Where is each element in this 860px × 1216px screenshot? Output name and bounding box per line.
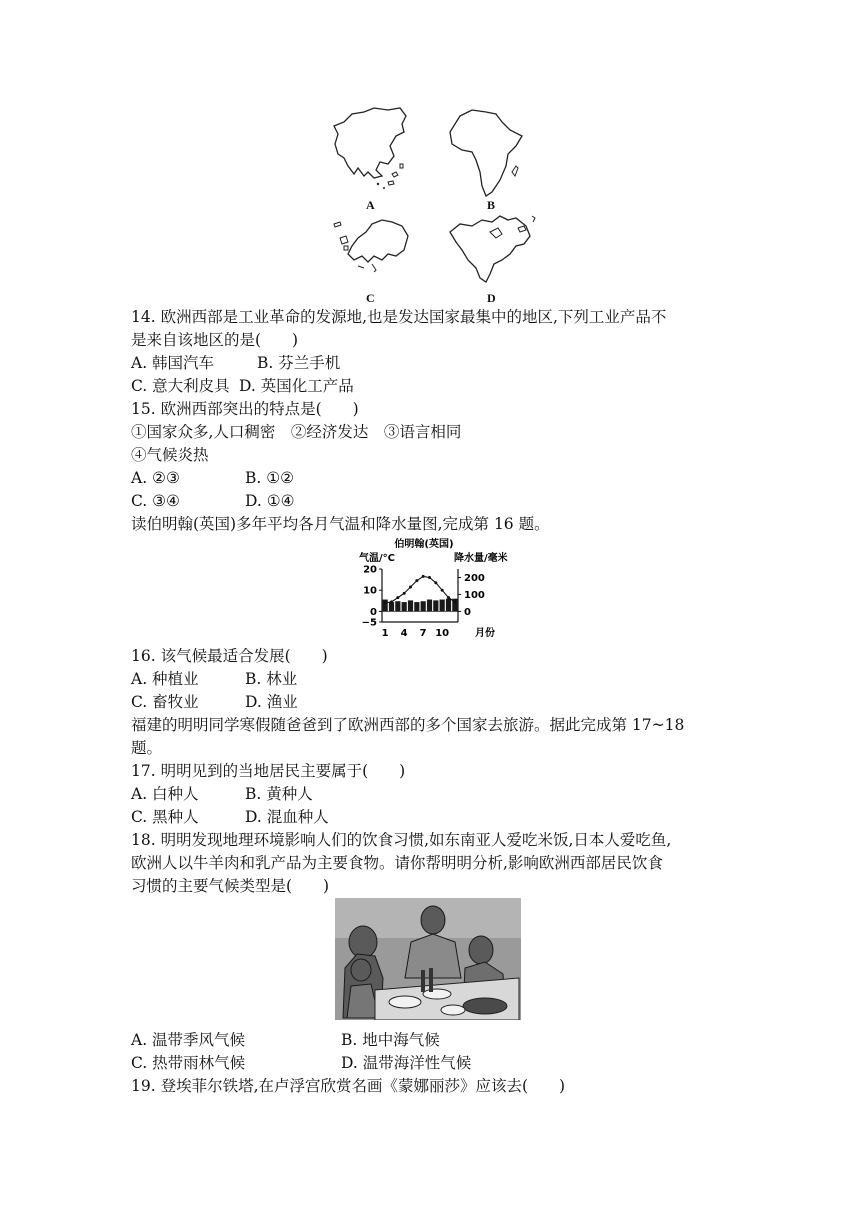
- chart-title: 伯明翰(英国): [394, 539, 454, 550]
- chart-precip-bar: [433, 600, 438, 611]
- chart-temperature-point: [415, 579, 418, 582]
- chart-precip-bar: [389, 602, 394, 611]
- q15-options-row-1: [131, 467, 294, 489]
- q18-option-c: C. 热带雨林气候: [131, 1054, 246, 1072]
- chart-precip-bar: [446, 599, 451, 612]
- q17-options-row-1: [131, 783, 313, 805]
- q16-options-row-1: [131, 668, 297, 690]
- chart-left-tick-label: 10: [363, 585, 377, 597]
- chart-right-tick-label: 100: [464, 589, 485, 601]
- q14-stem-line-2: 是来自该地区的是( ): [131, 331, 299, 349]
- chart-right-tick-label: 200: [464, 572, 485, 584]
- q17-option-d: D. 混血种人: [245, 808, 329, 826]
- chart-precip-bar: [414, 602, 419, 611]
- chart-temperature-point: [422, 575, 425, 578]
- q15-option-a: A. ②③: [131, 469, 180, 487]
- chart-temperature-point: [403, 592, 406, 595]
- q15-options-row-2: [131, 490, 295, 512]
- chart-precip-bar: [408, 600, 413, 611]
- chart-left-tick-label: −5: [361, 617, 377, 629]
- q18-option-a: A. 温带季风气候: [131, 1031, 246, 1049]
- q14-option-c: C. 意大利皮具: [131, 377, 230, 395]
- q18-stem-line-1: 18. 明明发现地理环境影响人们的饮食习惯,如东南亚人爱吃米饭,日本人爱吃鱼,: [131, 831, 672, 849]
- q15-option-c: C. ③④: [131, 492, 180, 510]
- chart-temperature-point: [409, 586, 412, 589]
- climate-chart: [352, 536, 512, 642]
- map-figure: [330, 104, 540, 304]
- chart-precip-bar: [440, 600, 445, 612]
- chart-precip-bar: [395, 601, 400, 611]
- q15-option-b: B. ①②: [245, 469, 295, 487]
- map-label-b: B: [487, 198, 496, 212]
- q15-option-d: D. ①④: [245, 492, 295, 510]
- chart-left-tick-label: 20: [363, 564, 377, 576]
- family-dinner-illustration: [335, 898, 521, 1020]
- map-label-a: A: [366, 198, 375, 212]
- chart-temperature-point: [447, 596, 450, 599]
- q18-option-b: B. 地中海气候: [341, 1031, 440, 1049]
- chart-right-axis-label: 降水量/毫米: [454, 553, 508, 564]
- chart-temperature-line: [385, 576, 455, 603]
- q18-option-d: D. 温带海洋性气候: [341, 1054, 472, 1072]
- q14-option-d: D. 英国化工产品: [239, 377, 354, 395]
- q17-stem: 17. 明明见到的当地居民主要属于( ): [131, 762, 406, 780]
- q19-stem: 19. 登埃菲尔铁塔,在卢浮宫欣赏名画《蒙娜丽莎》应该去( ): [131, 1077, 566, 1095]
- chart-x-tick-label: 7: [419, 628, 427, 639]
- q18-stem-line-3: 习惯的主要气候类型是( ): [131, 877, 330, 895]
- q17-option-a: A. 白种人: [131, 785, 199, 803]
- q14-options-row-1: [131, 352, 340, 374]
- north-america-map-icon: [446, 212, 538, 290]
- q18-stem-line-2: 欧洲人以牛羊肉和乳产品为主要食物。请你帮明明分析,影响欧洲西部居民饮食: [131, 854, 663, 872]
- chart-temperature-point: [453, 600, 456, 603]
- q16-option-c: C. 畜牧业: [131, 693, 199, 711]
- q18-options-row-1: [131, 1029, 440, 1051]
- chart-x-tick-label: 1: [381, 628, 389, 639]
- intro-16: 读伯明翰(英国)多年平均各月气温和降水量图,完成第 16 题。: [131, 515, 550, 533]
- map-label-c: C: [366, 291, 375, 305]
- intro-17-line-2: 题。: [131, 739, 163, 757]
- chart-right-tick-label: 0: [464, 606, 471, 618]
- chart-temperature-point: [428, 576, 431, 579]
- chart-precip-bar: [421, 601, 426, 611]
- chart-temperature-point: [390, 600, 393, 603]
- intro-17-line-1: 福建的明明同学寒假随爸爸到了欧洲西部的多个国家去旅游。据此完成第 17~18: [131, 716, 685, 734]
- q17-options-row-2: [131, 806, 329, 828]
- q14-option-b: B. 芬兰手机: [257, 354, 341, 372]
- chart-temperature-point: [434, 581, 437, 584]
- africa-map-icon: [446, 106, 526, 198]
- q17-option-b: B. 黄种人: [245, 785, 313, 803]
- asia-map-icon: [330, 104, 410, 196]
- chart-x-axis-label: 月份: [475, 628, 495, 639]
- chart-x-tick-label: 4: [400, 628, 408, 639]
- map-label-d: D: [487, 291, 496, 305]
- q16-options-row-2: [131, 691, 298, 713]
- q16-stem: 16. 该气候最适合发展( ): [131, 647, 328, 665]
- chart-precip-bar: [383, 600, 388, 612]
- chart-precip-bar: [402, 602, 407, 611]
- chart-x-tick-label: 10: [435, 628, 450, 639]
- chart-temperature-point: [396, 596, 399, 599]
- q15-items-line-1: ①国家众多,人口稠密 ②经济发达 ③语言相同: [131, 423, 462, 441]
- q14-options-row-2: [131, 375, 354, 397]
- chart-precip-bar: [427, 600, 432, 612]
- q16-option-d: D. 渔业: [245, 693, 298, 711]
- q14-stem-line-1: 14. 欧洲西部是工业革命的发源地,也是发达国家最集中的地区,下列工业产品不: [131, 308, 667, 326]
- q18-options-row-2: [131, 1052, 471, 1074]
- europe-map-icon: [332, 216, 412, 286]
- chart-temperature-point: [441, 589, 444, 592]
- chart-left-tick-label: 0: [370, 606, 377, 618]
- q16-option-a: A. 种植业: [131, 670, 199, 688]
- q17-option-c: C. 黑种人: [131, 808, 199, 826]
- q15-items-line-2: ④气候炎热: [131, 446, 209, 464]
- chart-left-axis-label: 气温/°C: [359, 553, 395, 564]
- q15-stem: 15. 欧洲西部突出的特点是( ): [131, 400, 359, 418]
- q16-option-b: B. 林业: [245, 670, 298, 688]
- q14-option-a: A. 韩国汽车: [131, 354, 215, 372]
- chart-temperature-point: [384, 601, 387, 604]
